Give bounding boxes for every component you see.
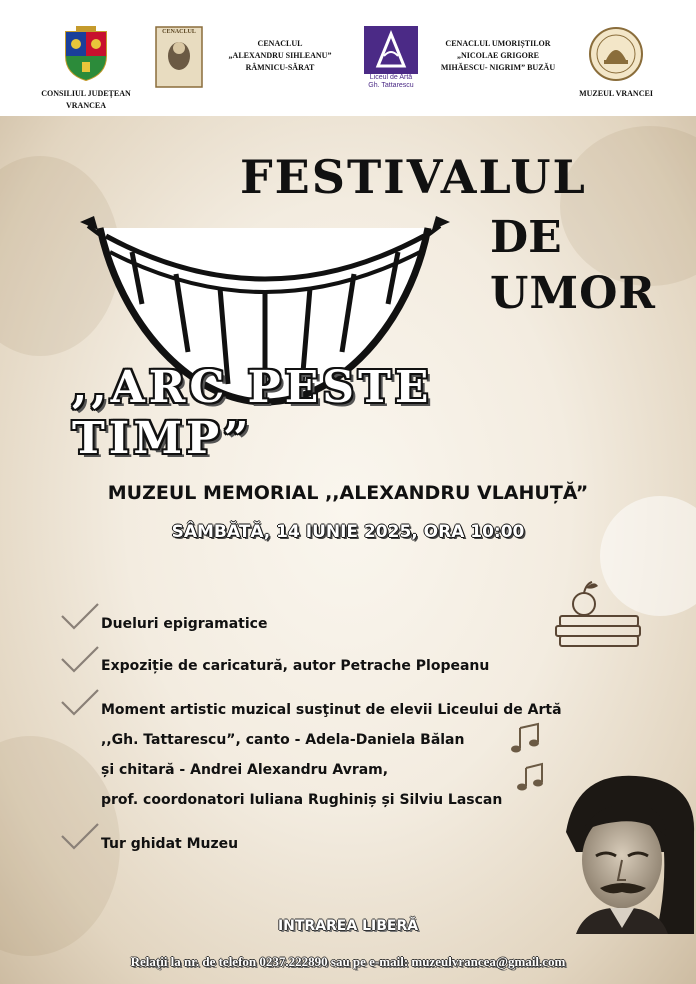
cenaclul1-line1: CENACLUL [257,39,303,48]
checkmark-icon [60,688,100,716]
cenaclul1-line2: „ALEXANDRU SIHLEANU” [228,51,332,60]
entry-free: INTRAREA LIBERĂ [277,918,419,934]
cenaclul-umoristilor-caption [428,38,568,74]
consiliu-caption [28,88,144,112]
title-umor: UMOR [490,268,656,319]
consiliu-line1: CONSILIUL JUDEȚEAN [41,89,131,98]
checkmark-icon [60,822,100,850]
title-festivalul: FESTIVALUL [240,150,587,204]
portrait-illustration [556,772,696,934]
checkmark-icon [60,602,100,630]
venue-name: MUZEUL MEMORIAL ,,ALEXANDRU VLAHUȚĂ” [107,482,589,504]
music-notes-icon [510,722,550,792]
header-logos [0,0,696,116]
cenaclul-sihleanu-caption [218,38,342,74]
activity-tur-ghidat [101,836,238,852]
activity-dueluri [101,616,267,632]
activity-line: Moment artistic muzical susţinut de elevii Liceului de Artă [101,702,562,718]
checkmark-icon [60,645,100,673]
contact-info: Relaţii la nr. de telefon 0237.222890 sau pe e-mail: muzeulvrancea@gmail.com [130,954,566,969]
activity-line: Tur ghidat Muzeu [101,836,239,852]
liceu-logo-caption [356,74,426,90]
muzeul-vrancei-caption: MUZEUL VRANCEI [579,89,653,98]
muzeul-vrancei-seal [588,26,644,82]
activity-line: Expoziție de caricatură, autor Petrache Plopeanu [101,658,490,674]
cenaclul-logo-text: CENACLUL [162,29,196,35]
event-date: SÂMBĂTĂ, 14 IUNIE 2025, ORA 10:00 [171,522,525,542]
activity-expozitie [101,658,489,674]
activity-line: ,,Gh. Tattarescu”, canto - Adela-Daniela Bălan [101,732,465,748]
cenaclul1-line3: RÂMNICU-SĂRAT [245,63,315,72]
activity-moment-artistic [101,695,562,815]
liceu-logo-line2: Gh. Tattarescu [368,82,414,89]
activity-line: prof. coordonatori Iuliana Rughiniș și Silviu Lascan [101,792,503,808]
title-de: DE [490,212,562,263]
books-apple-icon [552,574,648,654]
activity-line: și chitară - Andrei Alexandru Avram, [101,762,389,778]
cenaclul2-line1: CENACLUL UMORIȘTILOR [445,39,551,48]
cenaclul2-line2: „NICOLAE GRIGORE [456,51,539,60]
consiliu-line2: VRANCEA [66,101,106,110]
activity-line: Dueluri epigramatice [101,616,268,632]
title-arc-peste-timp: ,,ARC PESTE TIMP” [72,362,433,464]
vrancea-county-crest [62,26,110,82]
liceu-logo-line1: Liceul de Artă [369,74,413,81]
cenaclul2-line3: MIHĂESCU- NIGRIM” BUZĂU [440,63,556,72]
liceul-de-arta-logo [364,26,418,74]
